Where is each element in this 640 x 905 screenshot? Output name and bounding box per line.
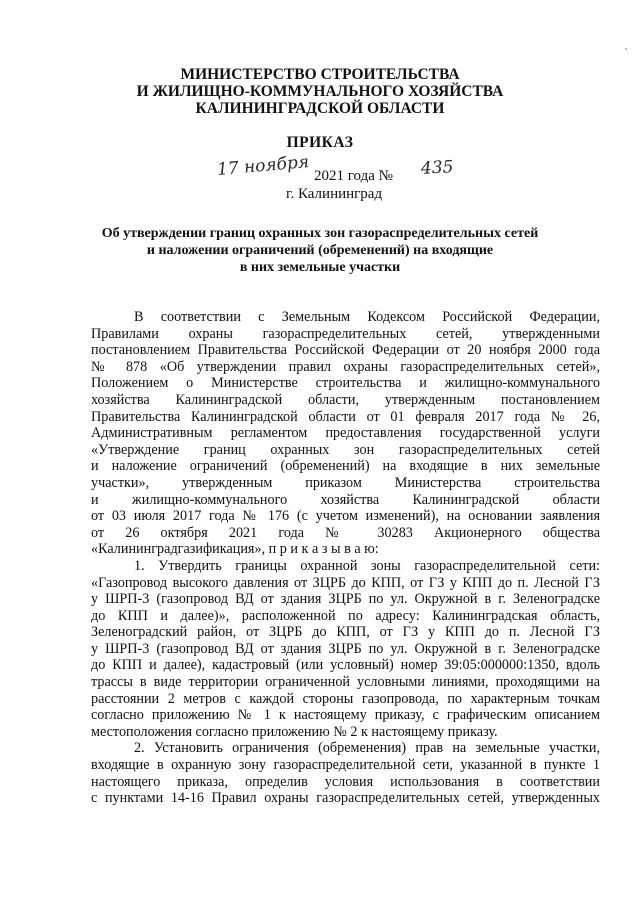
body-line: 2. Установить ограничения (обременения) прав на земельные участки, (134, 740, 600, 757)
body-line: от 26 октября 2021 года № 30283 Акционерного общества (91, 524, 600, 541)
ministry-name (0, 66, 640, 117)
ministry-line: И ЖИЛИЩНО-КОММУНАЛЬНОГО ХОЗЯЙСТВА (136, 83, 504, 100)
body-line: «Калининградгазификация», п р и к а з ы в а ю: (91, 541, 379, 558)
ministry-line: МИНИСТЕРСТВО СТРОИТЕЛЬСТВА (180, 66, 460, 83)
body-line: согласно приложению № 1 к настоящему приказу, с графическим описанием (91, 707, 600, 724)
subject-line: и наложении ограничений (обременений) на входящие (146, 243, 494, 258)
body-line: у ШРП-3 (газопровод ВД от здания ЗЦРБ по ул. Окружной в г. Зеленоградске (91, 591, 600, 608)
scan-corner-mark: ` (624, 48, 629, 59)
handwritten-date: 17 ноября (216, 152, 310, 180)
body-line: входящие в охранную зону газораспределительной сети, указанной в пункте 1 (91, 757, 600, 774)
body-line: от 03 июля 2017 года № 176 (с учетом изменений), на основании заявления (91, 508, 600, 525)
body-line: и наложение ограничений (обременений) на входящие в них земельные (91, 458, 600, 475)
body-line: расстоянии 2 метров с каждой стороны газопровода, по характерным точкам (91, 690, 600, 707)
body-line: до КПП и далее)», расположенной по адресу: Калининградская область, (91, 607, 600, 624)
body-line: Административным регламентом предоставления государственной услуги (91, 425, 600, 442)
subject-line: Об утверждении границ охранных зон газораспределительных сетей (101, 226, 539, 241)
body-line: настоящего приказа, определив условия использования в соответствии (91, 773, 600, 790)
body-line: хозяйства Калининградской области, утвержденным постановлением (91, 391, 600, 408)
body-line: № 878 «Об утверждении правил охраны газораспределительных сетей», (91, 358, 600, 375)
order-body (91, 309, 600, 807)
body-line: Правилами охраны газораспределительных сетей, утвержденными (91, 325, 600, 342)
body-line: «Газопровод высокого давления от ЗЦРБ до КПП, от ГЗ у КПП до п. Лесной ГЗ (91, 574, 600, 591)
body-line: «Утверждение границ охранных зон газораспределительных сетей (91, 441, 600, 458)
body-line: Положением о Министерстве строительства и жилищно-коммунального (91, 375, 600, 392)
body-line: у ШРП-3 (газопровод ВД от здания ЗЦРБ по ул. Окружной в г. Зеленоградске (91, 640, 600, 657)
document-type-title: ПРИКАЗ (286, 134, 354, 151)
body-line: Зеленоградский район, от ЗЦРБ до КПП, от ГЗ у КПП до п. Лесной ГЗ (91, 624, 600, 641)
city-line: г. Калининград (286, 186, 383, 202)
order-subject (0, 225, 640, 276)
subject-line: в них земельные участки (239, 260, 401, 275)
handwritten-order-number: 435 (420, 157, 454, 179)
body-line: Правительства Калининградской области от 01 февраля 2017 года № 26, (91, 408, 600, 425)
body-line: и жилищно-коммунального хозяйства Калининградской области (91, 491, 600, 508)
body-line: В соответствии с Земельным Кодексом Российской Федерации, (134, 309, 600, 325)
body-line: до КПП и далее), кадастровый (или условный) номер 39:05:000000:1350, вдоль (91, 657, 600, 674)
printed-year-number-label: 2021 года № (314, 168, 393, 184)
body-line: с пунктами 14-16 Правил охраны газораспределительных сетей, утвержденных (91, 790, 600, 807)
body-line: участки», утвержденным приказом Министерства строительства (91, 474, 600, 491)
body-line: постановлением Правительства Российской Федерации от 20 ноября 2000 года (91, 342, 600, 359)
body-line: трассы в виде территории ограниченной условными линиями, проходящими на (91, 674, 600, 691)
body-line: 1. Утвердить границы охранной зоны газораспределительной сети: (134, 557, 600, 574)
ministry-line: КАЛИНИНГРАДСКОЙ ОБЛАСТИ (195, 100, 445, 117)
body-line: местоположения согласно приложению № 2 к настоящему приказу. (91, 723, 498, 740)
